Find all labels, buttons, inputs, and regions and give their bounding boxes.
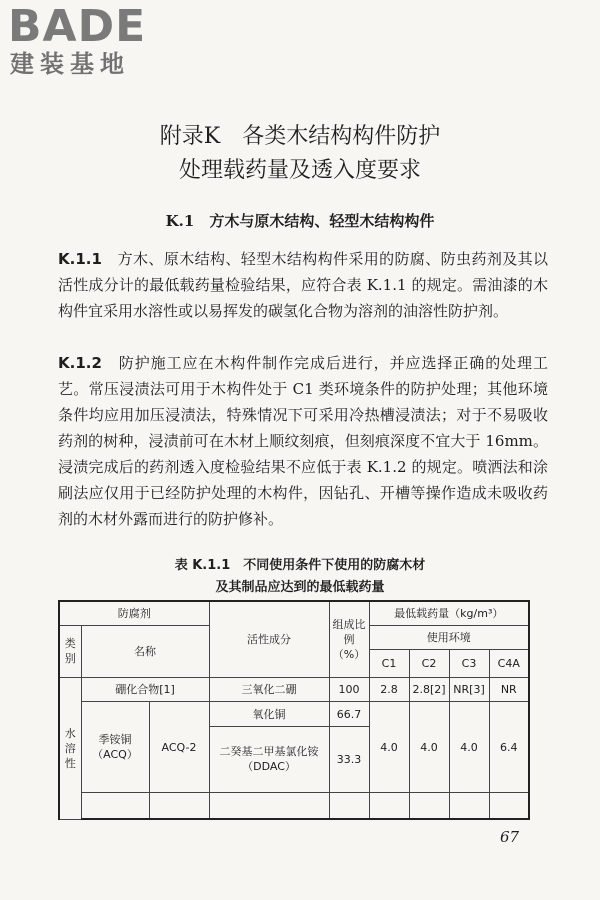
empty-cell <box>449 793 489 819</box>
retention-table <box>58 600 530 820</box>
borate-name: 硼化合物[1] <box>81 678 209 702</box>
acq-ratio-2: 33.3 <box>329 726 369 793</box>
header-env-c4a: C4A <box>489 649 529 677</box>
header-env-c1: C1 <box>369 649 409 677</box>
header-name: 名称 <box>81 625 209 677</box>
borate-active: 三氧化二硼 <box>209 678 329 702</box>
header-env-c2: C2 <box>409 649 449 677</box>
empty-cell <box>149 793 209 819</box>
acq-subname: ACQ-2 <box>149 702 209 793</box>
header-ratio: 组成比例（%） <box>329 601 369 678</box>
category-water-soluble: 水 溶 性 <box>59 678 81 819</box>
clause-number: K.1.2 <box>58 354 102 372</box>
page-number: 67 <box>500 828 520 846</box>
clause-text: 方木、原木结构、轻型木结构构件采用的防腐、防虫药剂及其以活性成分计的最低载药量检验结果，应符合表 K.1.1 的规定。需油漆的木构件宜采用水溶性或以易挥发的碳氢化合物为溶剂的油溶性防护剂。 <box>58 250 548 320</box>
acq-c1: 4.0 <box>369 702 409 793</box>
clause-k-1-2 <box>58 350 548 532</box>
acq-c3: 4.0 <box>449 702 489 793</box>
header-category: 类别 <box>59 625 81 677</box>
empty-cell <box>209 793 329 819</box>
empty-cell <box>369 793 409 819</box>
empty-cell <box>489 793 529 819</box>
acq-active-1: 氧化铜 <box>209 702 329 726</box>
header-preservative: 防腐剂 <box>59 601 209 625</box>
empty-cell <box>409 793 449 819</box>
borate-c2: 2.8[2] <box>409 678 449 702</box>
header-env-c3: C3 <box>449 649 489 677</box>
section-heading: K.1 方木与原木结构、轻型木结构构件 <box>165 212 435 230</box>
clause-text: 防护施工应在木构件制作完成后进行，并应选择正确的处理工艺。常压浸渍法可用于木构件处于 C1 类环境条件的防护处理；其他环境条件均应用加压浸渍法，特殊情况下可采用冷热槽浸渍法；对于不易吸收药剂的树种，浸渍前可在木材上顺纹刻痕，但刻痕深度不宜大于 16mm。浸渍完成后的药剂透入度检验结果不应低于表 K.1.2 的规定。喷洒法和涂刷法应仅用于已经防护处理的木构件，因钻孔、开槽等操作造成未吸收药剂的木材外露而进行的防护修补。 <box>58 354 548 528</box>
acq-c4a: 6.4 <box>489 702 529 793</box>
empty-cell <box>81 793 149 819</box>
acq-c2: 4.0 <box>409 702 449 793</box>
table-caption-line2: 及其制品应达到的最低载药量 <box>215 580 385 595</box>
borate-ratio: 100 <box>329 678 369 702</box>
brand-name-cn: 建装基地 <box>10 50 130 78</box>
borate-c3: NR[3] <box>449 678 489 702</box>
acq-ratio-1: 66.7 <box>329 702 369 726</box>
empty-cell <box>329 793 369 819</box>
clause-number: K.1.1 <box>58 250 102 268</box>
header-active-ingredient: 活性成分 <box>209 601 329 678</box>
appendix-title-line1: 附录K 各类木结构构件防护 <box>159 124 441 149</box>
header-min-retention: 最低载药量（kg/m³） <box>369 601 529 625</box>
borate-c1: 2.8 <box>369 678 409 702</box>
acq-active-2: 二癸基二甲基氯化铵（DDAC） <box>209 726 329 793</box>
brand-logo <box>8 1 147 78</box>
appendix-title-line2: 处理载药量及透入度要求 <box>178 158 421 183</box>
borate-c4a: NR <box>489 678 529 702</box>
acq-name: 季铵铜（ACQ） <box>81 702 149 793</box>
table-caption-line1: 表 K.1.1 不同使用条件下使用的防腐木材 <box>174 558 426 573</box>
clause-k-1-1 <box>58 246 548 324</box>
brand-name-en: BADE <box>8 1 147 52</box>
header-use-environment: 使用环境 <box>369 625 529 649</box>
